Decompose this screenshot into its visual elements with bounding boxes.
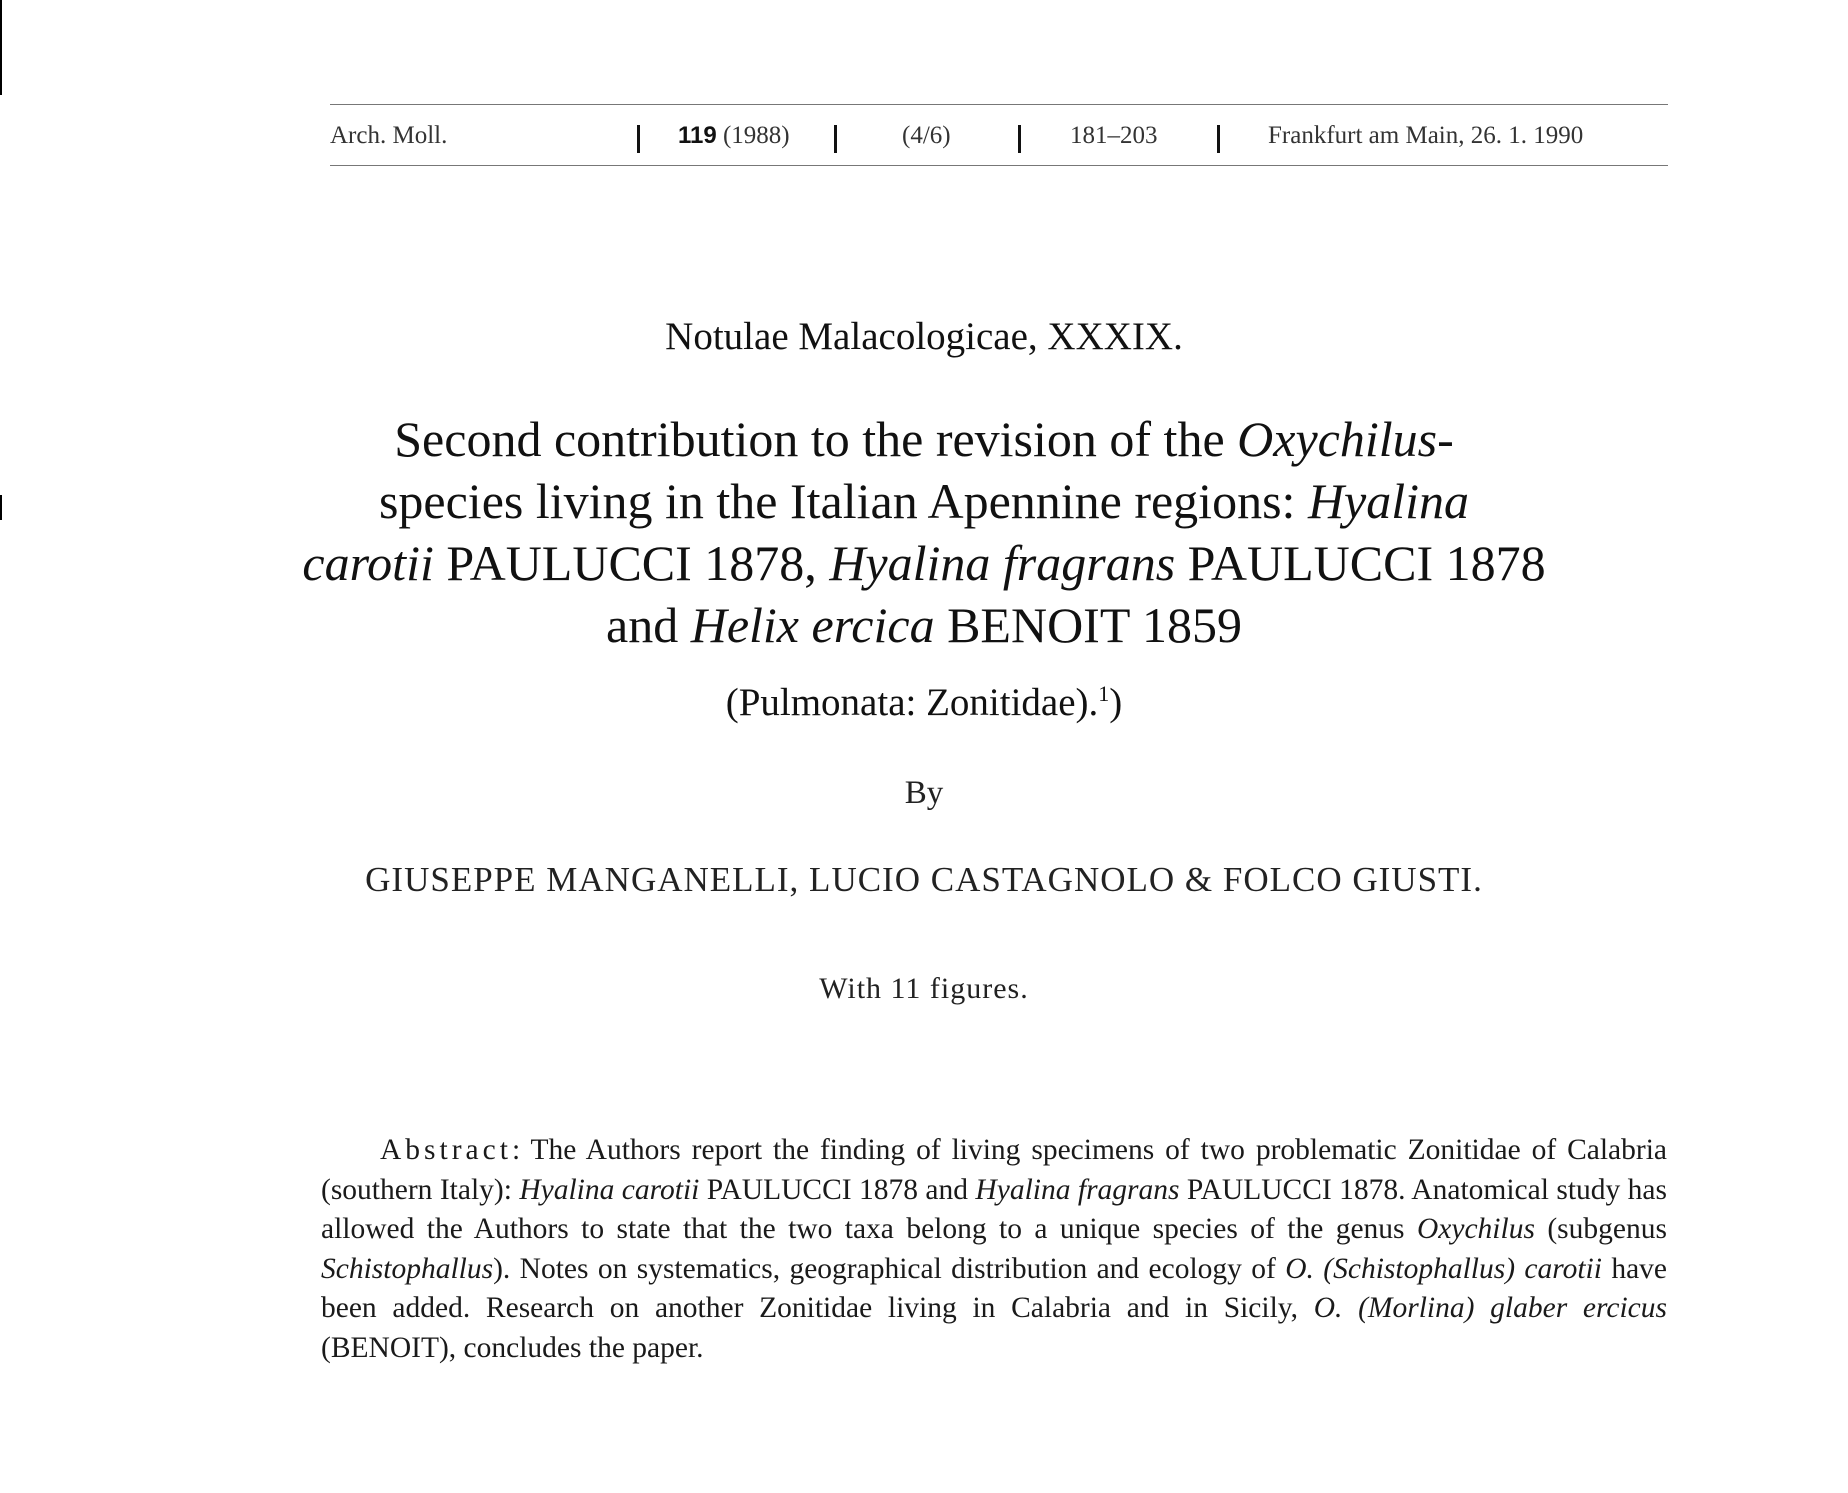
species-name: carotii [302, 535, 434, 591]
header-separator [1018, 125, 1021, 153]
footnote-mark: 1 [1098, 681, 1110, 706]
header-separator [1217, 125, 1220, 153]
abstract-label: Abstract [380, 1134, 512, 1166]
species-name: Hyalina fragrans [829, 535, 1176, 591]
page-range: 181–203 [1070, 122, 1158, 149]
header-separator [637, 125, 640, 153]
figures-note: With 11 figures. [819, 972, 1029, 1005]
year: (1988) [722, 122, 790, 149]
title-line-2: species living in the Italian Apennine regions: Hyalina [378, 473, 1470, 529]
volume-number: 119 [678, 122, 717, 149]
paper-title [0, 408, 1848, 656]
running-header [330, 104, 1668, 166]
genus-name: Oxychilus [1237, 411, 1438, 467]
issue-number: (4/6) [902, 122, 951, 149]
paper-subtitle: (Pulmonata: Zonitidae).$^1$) [725, 681, 1123, 724]
title-line-3: carotii PAULUCCI 1878, Hyalina fragrans PAULUCCI 1878 [302, 535, 1546, 591]
title-line-4: and Helix ercica BENOIT 1859 [606, 597, 1242, 653]
title-line-1: Second contribution to the revision of the Oxychilus- [394, 411, 1454, 467]
author-list: GIUSEPPE MANGANELLI, LUCIO CASTAGNOLO & FOLCO GIUSTI. [365, 860, 1483, 899]
scan-edge-mark-top [0, 0, 2, 95]
abstract-paragraph: Abstract: The Authors report the finding of living specimens of two problematic Zonitidae of Calabria (southern Italy): Hyalina carotii PAULUCCI 1878 and Hyalina fragrans PAULUCCI 1878. Anatomical study has allowed the Authors to state that the two taxa belong to a unique species of the genus Oxychilus (subgenus Schistophallus). Notes on systematics, geographical distribution and ecology of O. (Schistophallus) carotii have been added. Research on another Zonitidae living in Calabria and in Sicily, O. (Morlina) glaber ercicus (BENOIT), concludes the paper. [321, 1134, 1668, 1364]
volume-year [678, 122, 790, 150]
series-title: Notulae Malacologicae, XXXIX. [665, 315, 1183, 358]
header-separator [834, 125, 837, 153]
species-name: Helix ercica [690, 597, 935, 653]
byline-label: By [904, 775, 944, 811]
place-date: Frankfurt am Main, 26. 1. 1990 [1268, 122, 1584, 149]
journal-name: Arch. Moll. [330, 122, 448, 149]
genus-name: Hyalina [1307, 473, 1470, 529]
